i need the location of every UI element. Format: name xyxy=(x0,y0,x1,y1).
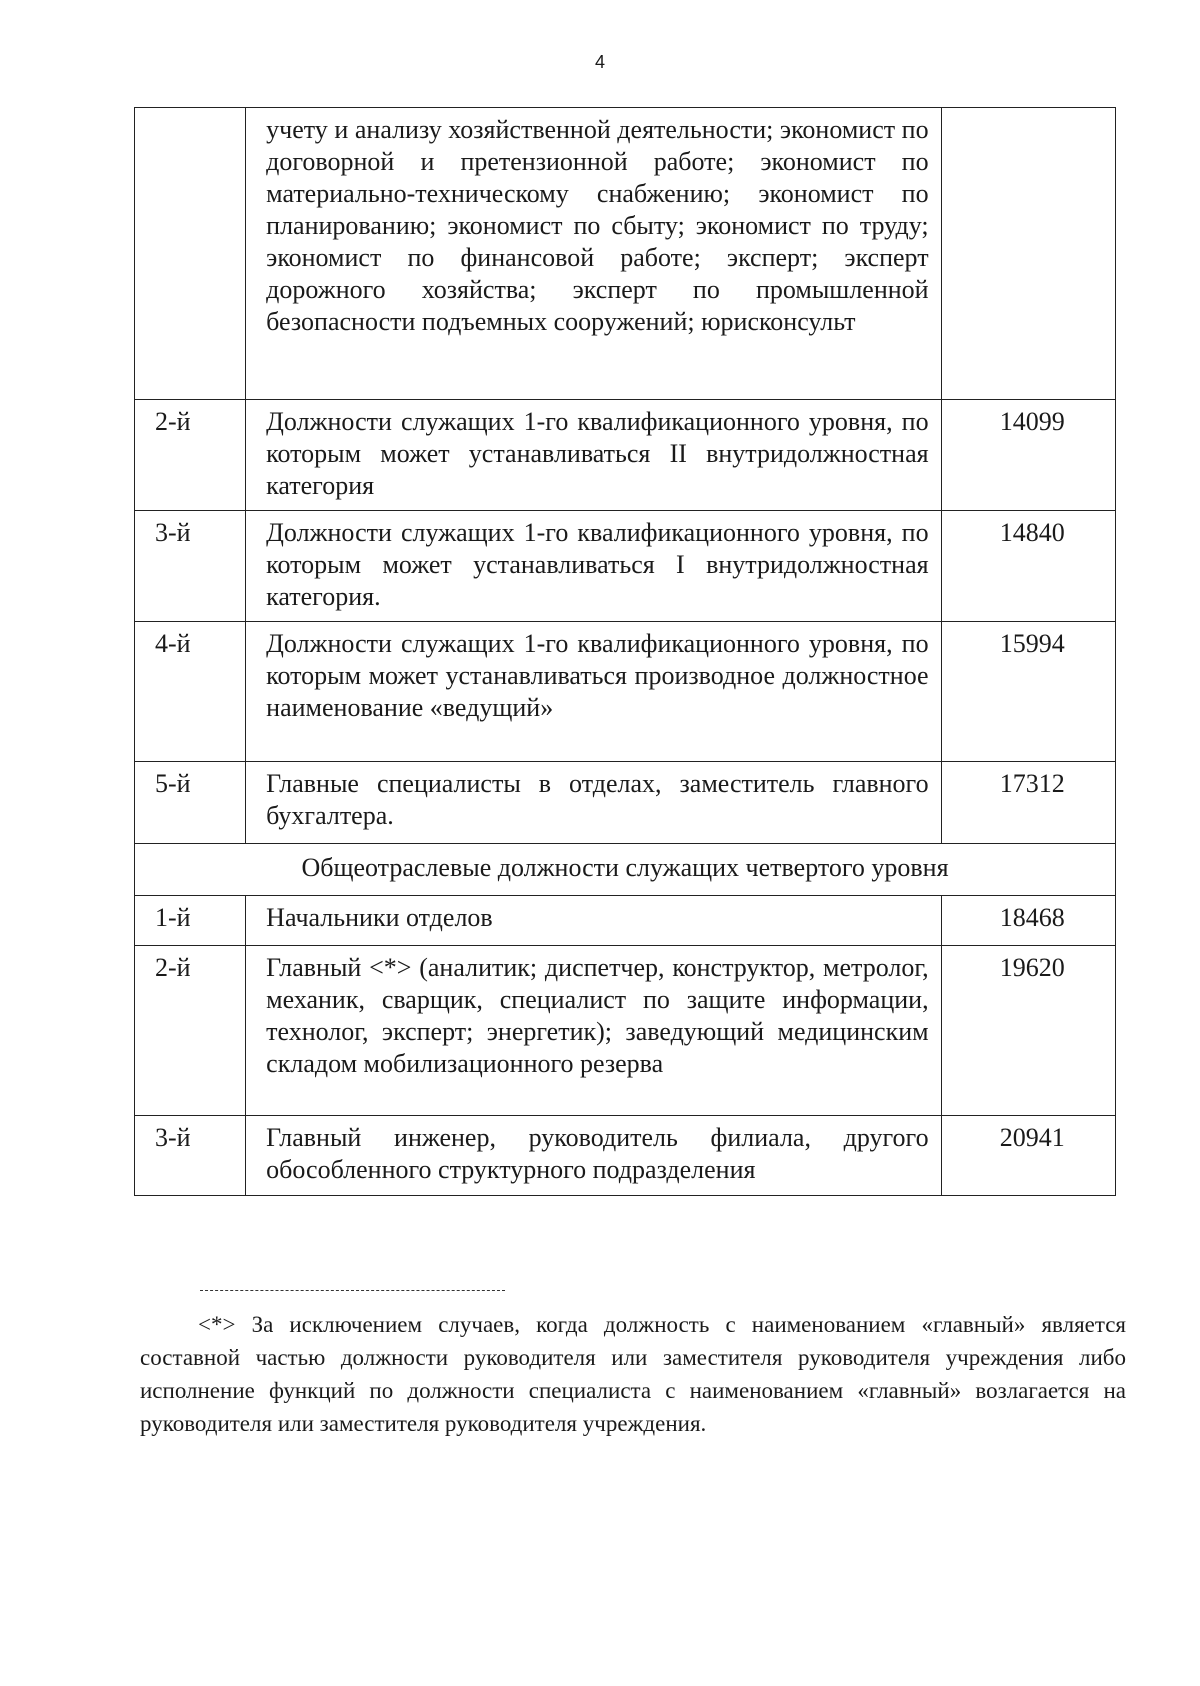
position-cell: Главный <*> (аналитик; диспетчер, конструктор, метролог, механик, сварщик, специалист по защите информации, технолог, эксперт; энергетик); заведующий медицинским складом мобилизационного резерва xyxy=(246,946,941,1116)
level-cell: 5-й xyxy=(135,762,246,844)
table-row xyxy=(135,622,1116,762)
position-cell: Главный инженер, руководитель филиала, другого обособленного структурного подразделения xyxy=(246,1116,941,1196)
table-row xyxy=(135,1116,1116,1196)
amount-cell: 17312 xyxy=(941,762,1115,844)
position-cell: Должности служащих 1-го квалификационного уровня, по которым может устанавливаться производное должностное наименование «ведущий» xyxy=(246,622,941,762)
table-row xyxy=(135,896,1116,946)
level-cell: 2-й xyxy=(135,400,246,511)
level-cell: 3-й xyxy=(135,511,246,622)
footnote-text: <*> За исключением случаев, когда должность с наименованием «главный» является составной частью должности руководителя или заместителя руководителя учреждения либо исполнение функций по должности специалиста с наименованием «главный» возлагается на руководителя или заместителя руководителя учреждения. xyxy=(140,1312,1126,1436)
level-cell xyxy=(135,108,246,400)
footnote-separator xyxy=(200,1290,505,1291)
position-cell: учету и анализу хозяйственной деятельности; экономист по договорной и претензионной работе; экономист по материально-техническому снабжению; экономист по планированию; экономист по сбыту; экономист по труду; экономист по финансовой работе; эксперт; эксперт дорожного хозяйства; эксперт по промышленной безопасности подъемных сооружений; юрисконсульт xyxy=(246,108,941,400)
section-heading-row xyxy=(135,844,1116,896)
amount-cell: 15994 xyxy=(941,622,1115,762)
level-cell: 1-й xyxy=(135,896,246,946)
amount-cell: 18468 xyxy=(941,896,1115,946)
table-row xyxy=(135,511,1116,622)
section-heading: Общеотраслевые должности служащих четвертого уровня xyxy=(135,844,1116,896)
amount-cell: 14840 xyxy=(941,511,1115,622)
salary-table xyxy=(134,107,1116,1196)
table-row xyxy=(135,946,1116,1116)
position-cell: Должности служащих 1-го квалификационного уровня, по которым может устанавливаться I внутридолжностная категория. xyxy=(246,511,941,622)
level-cell: 2-й xyxy=(135,946,246,1116)
position-cell: Начальники отделов xyxy=(246,896,941,946)
table-row xyxy=(135,400,1116,511)
amount-cell xyxy=(941,108,1115,400)
position-cell: Должности служащих 1-го квалификационного уровня, по которым может устанавливаться II внутридолжностная категория xyxy=(246,400,941,511)
table-row xyxy=(135,762,1116,844)
position-cell: Главные специалисты в отделах, заместитель главного бухгалтера. xyxy=(246,762,941,844)
level-cell: 4-й xyxy=(135,622,246,762)
page-number: 4 xyxy=(594,52,605,72)
table-row xyxy=(135,108,1116,400)
amount-cell: 20941 xyxy=(941,1116,1115,1196)
amount-cell: 14099 xyxy=(941,400,1115,511)
level-cell: 3-й xyxy=(135,1116,246,1196)
amount-cell: 19620 xyxy=(941,946,1115,1116)
